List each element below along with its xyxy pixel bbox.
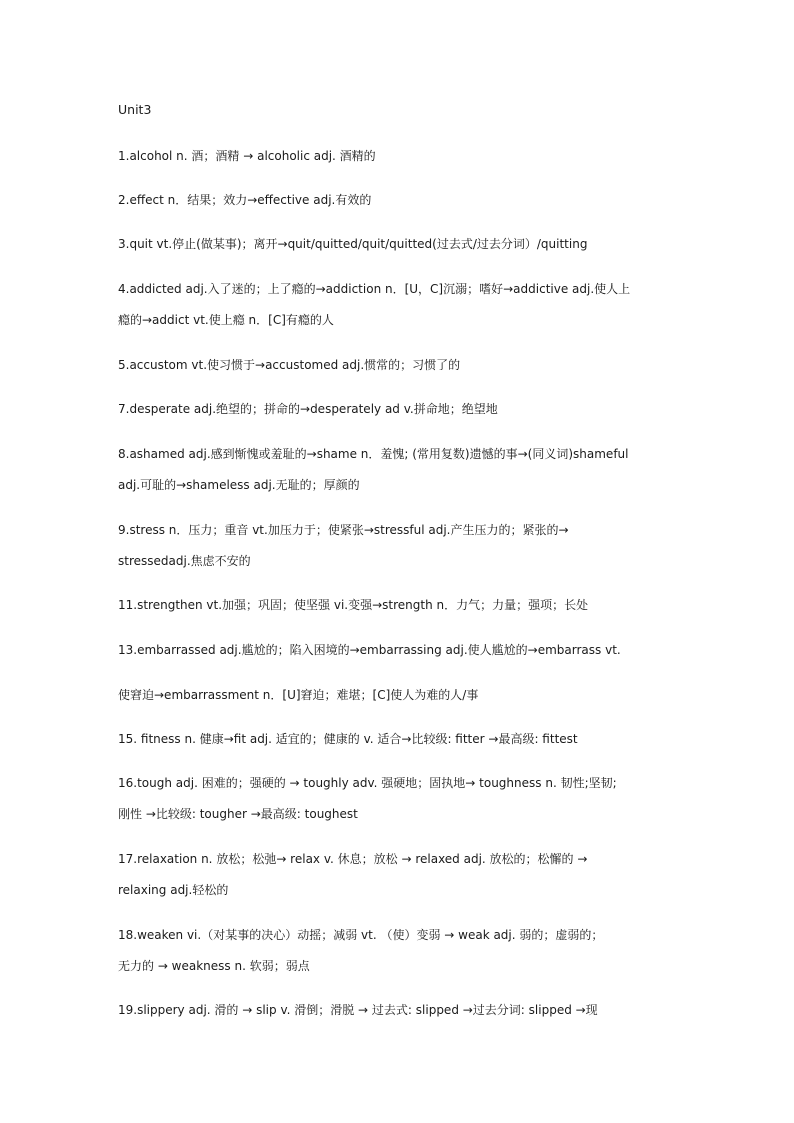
entry-line: 17.relaxation n. 放松；松弛→ relax v. 休息；放松 → relaxed adj. 放松的；松懈的 →	[118, 852, 588, 866]
entry-line: 9.stress n．压力；重音 vt.加压力于；使紧张→stressful adj.产生压力的；紧张的→	[118, 523, 569, 537]
entry-line: 16.tough adj. 困难的；强硬的 → toughly adv. 强硬地；固执地→ toughness n. 韧性;坚韧;	[118, 776, 617, 790]
vocab-entry-16	[118, 768, 678, 830]
entry-line: adj.可耻的→shameless adj.无耻的；厚颜的	[118, 478, 360, 492]
entry-line: stressedadj.焦虑不安的	[118, 554, 251, 568]
page-title: Unit3	[118, 102, 152, 117]
vocab-entry-4	[118, 274, 678, 336]
vocab-entry-13	[118, 635, 678, 711]
entry-line: 刚性 →比较级: tougher →最高级: toughest	[118, 807, 358, 821]
entry-line: 8.ashamed adj.感到惭愧或羞耻的→shame n．羞愧; (常用复数)遗憾的事→(同义词)shameful	[118, 447, 629, 461]
entry-line: 瘾的→addict vt.使上瘾 n．[C]有瘾的人	[118, 313, 334, 327]
vocab-entry-11: 11.strengthen vt.加强；巩固；使坚强 vi.变强→strength n．力气；力量；强项；长处	[118, 598, 589, 612]
vocab-entry-1: 1.alcohol n. 酒；酒精 → alcoholic adj. 酒精的	[118, 149, 376, 163]
vocab-entry-8	[118, 439, 678, 501]
vocab-entry-2: 2.effect n．结果；效力→effective adj.有效的	[118, 193, 372, 207]
entry-line: relaxing adj.轻松的	[118, 883, 229, 897]
entry-line: 无力的 → weakness n. 软弱；弱点	[118, 959, 310, 973]
entry-line: 使窘迫→embarrassment n．[U]窘迫；难堪；[C]使人为难的人/事	[118, 688, 479, 702]
vocab-entry-15: 15. fitness n. 健康→fit adj. 适宜的；健康的 v. 适合→比较级: fitter →最高级: fittest	[118, 732, 578, 746]
vocab-entry-19: 19.slippery adj. 滑的 → slip v. 滑倒；滑脱 → 过去式: slipped →过去分词: slipped →现	[118, 1003, 598, 1017]
entry-line: 13.embarrassed adj.尴尬的；陷入困境的→embarrassing adj.使人尴尬的→embarrass vt.	[118, 643, 621, 657]
vocab-entry-7: 7.desperate adj.绝望的；拼命的→desperately ad v.拼命地；绝望地	[118, 402, 498, 416]
entry-line: 4.addicted adj.入了迷的；上了瘾的→addiction n．[U，C]沉溺；嗜好→addictive adj.使人上	[118, 282, 631, 296]
vocab-entry-5: 5.accustom vt.使习惯于→accustomed adj.惯常的；习惯了的	[118, 358, 461, 372]
vocab-entry-3: 3.quit vt.停止(做某事)；离开→quit/quitted/quit/quitted(过去式/过去分词）/quitting	[118, 237, 588, 251]
vocab-entry-9	[118, 515, 678, 577]
vocab-entry-18	[118, 920, 678, 982]
entry-line: 18.weaken vi.（对某事的决心）动摇；减弱 vt. （使）变弱 → weak adj. 弱的；虚弱的；	[118, 928, 604, 942]
vocab-entry-17	[118, 844, 678, 906]
